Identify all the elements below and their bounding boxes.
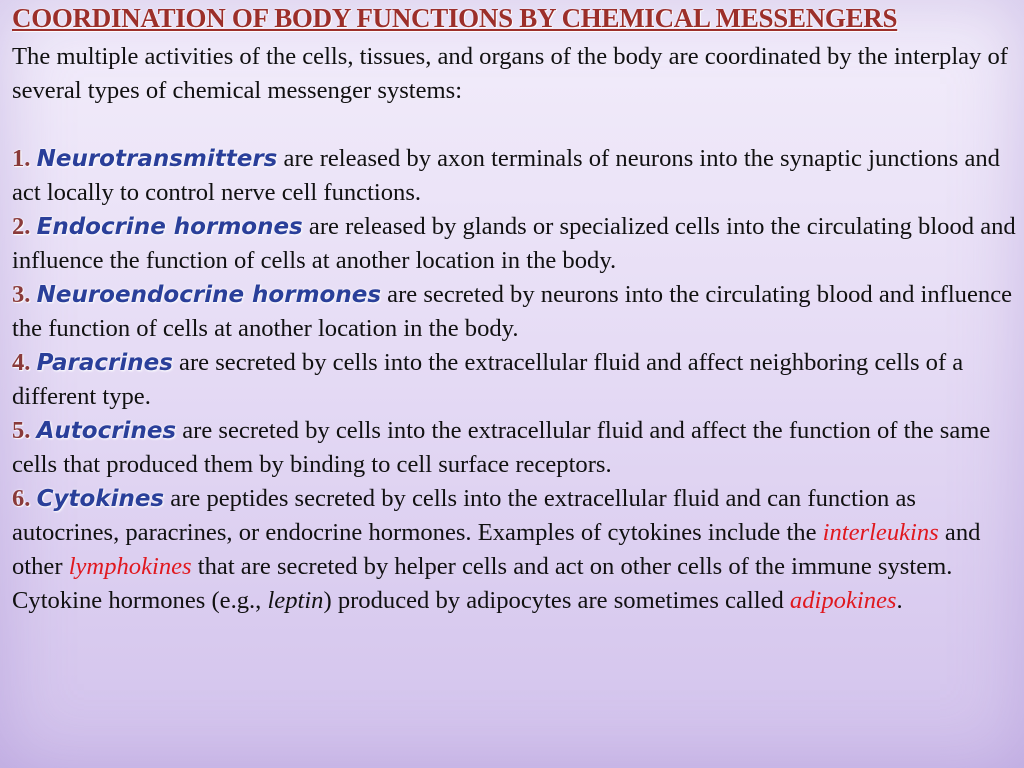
item-text: are released by axon terminals of neurons into the synaptic junctions and act locally to control nerve cell functions. — [12, 145, 1000, 206]
item-number: 4. — [12, 349, 31, 376]
slide-title: COORDINATION OF BODY FUNCTIONS BY CHEMICAL MESSENGERS — [12, 3, 898, 33]
item-number: 5. — [12, 417, 31, 444]
item-term: Cytokines — [36, 486, 165, 512]
highlight-lymphokines: lymphokines — [68, 553, 192, 580]
slide-body — [12, 40, 1016, 618]
item-neurotransmitters — [12, 142, 1016, 210]
item-text: are secreted by neurons into the circulating blood and influence the function of cells at another location in the body. — [12, 281, 1013, 342]
item-text: ) produced by adipocytes are sometimes called — [323, 587, 790, 614]
item-term: Autocrines — [36, 418, 177, 444]
item-text: are secreted by cells into the extracellular fluid and affect neighboring cells of a different type. — [12, 349, 964, 410]
item-text: are released by glands or specialized cells into the circulating blood and influence the function of cells at another location in the body. — [12, 213, 1016, 274]
highlight-interleukins: interleukins — [822, 519, 939, 546]
item-text: are secreted by cells into the extracellular fluid and affect the function of the same cells that produced them by binding to cell surface receptors. — [12, 417, 991, 478]
item-term: Neurotransmitters — [36, 146, 278, 172]
item-endocrine-hormones — [12, 210, 1016, 278]
item-cytokines — [12, 482, 1016, 618]
item-text: . — [896, 587, 903, 614]
item-text: are peptides secreted by cells into the extracellular fluid and can function as autocrines, paracrines, or endocrine hormones. Examples of cytokines include the — [12, 485, 916, 546]
intro-paragraph: The multiple activities of the cells, tissues, and organs of the body are coordinated by the interplay of several types of chemical messenger systems: — [12, 43, 1008, 104]
item-text: that are secreted by helper cells and act on other cells of the immune system. Cytokine hormones (e.g., — [12, 553, 953, 614]
item-paracrines — [12, 346, 1016, 414]
item-autocrines — [12, 414, 1016, 482]
item-number: 2. — [12, 213, 31, 240]
item-neuroendocrine-hormones — [12, 278, 1016, 346]
item-term: Neuroendocrine hormones — [36, 282, 382, 308]
item-term: Paracrines — [36, 350, 173, 376]
item-number: 1. — [12, 145, 31, 172]
item-text: and other — [12, 519, 981, 580]
spacer — [12, 108, 1016, 142]
item-number: 3. — [12, 281, 31, 308]
item-number: 6. — [12, 485, 31, 512]
italic-leptin: leptin — [267, 587, 324, 614]
highlight-adipokines: adipokines — [789, 587, 897, 614]
item-term: Endocrine hormones — [36, 214, 303, 240]
